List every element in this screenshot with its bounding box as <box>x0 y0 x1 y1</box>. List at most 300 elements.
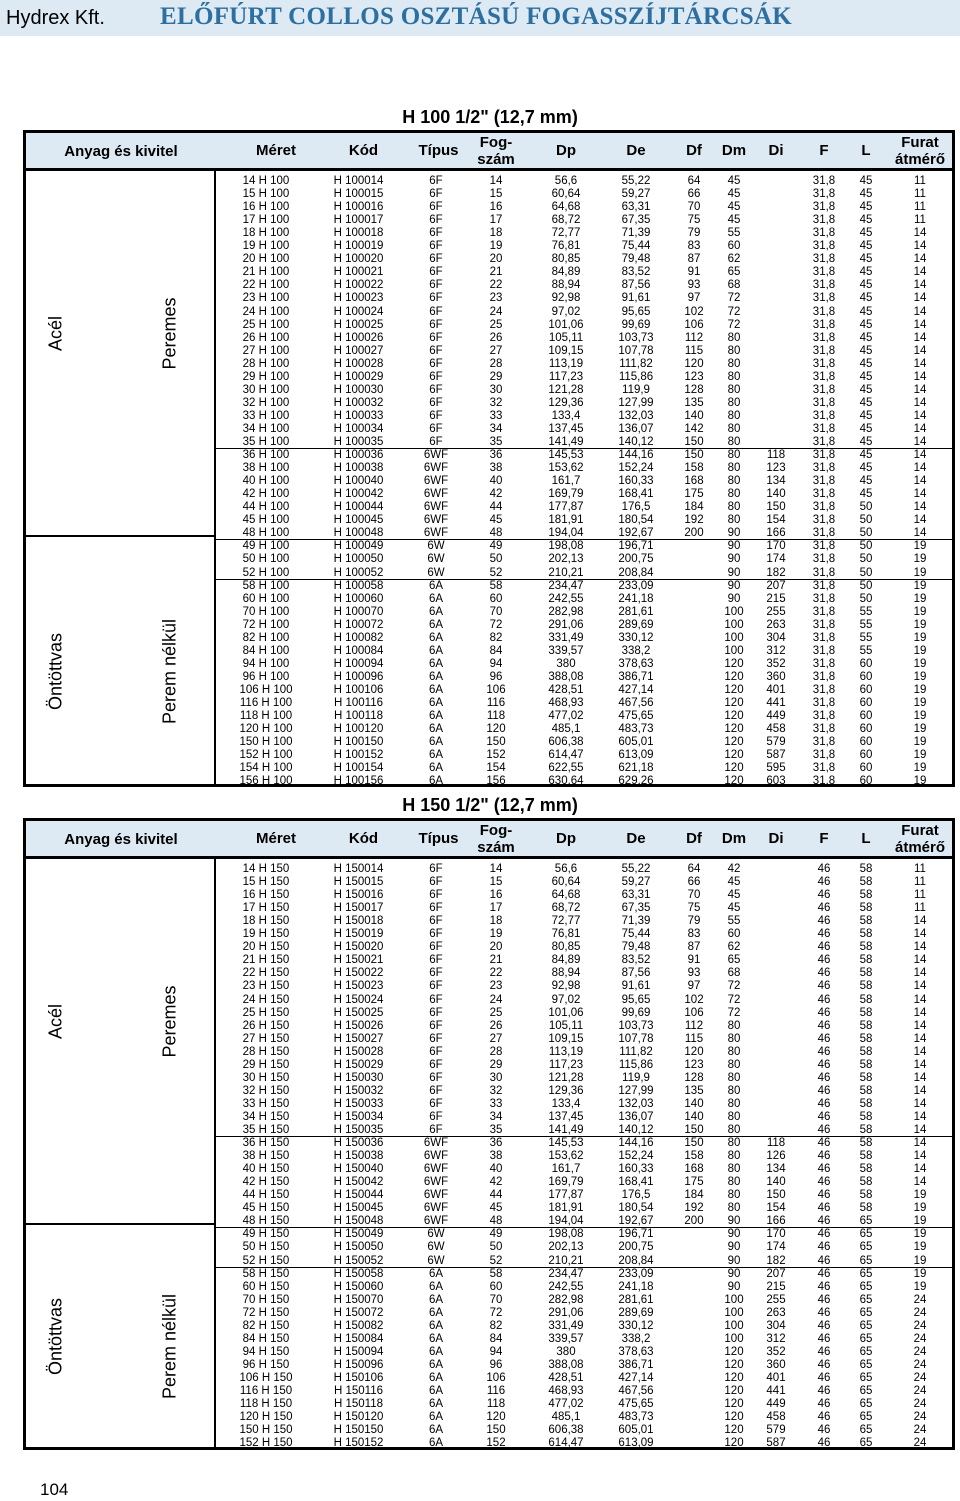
cell-l: 55 <box>859 644 873 657</box>
cell-tipus: 6F <box>429 331 443 344</box>
cell-l: 58 <box>859 889 873 902</box>
cell-dm: 80 <box>727 436 741 448</box>
cell-dp: 622,55 <box>548 762 584 775</box>
cell-fogszam: 118 <box>486 710 506 723</box>
cell-di: 150 <box>766 501 786 514</box>
cell-di: 401 <box>766 683 786 696</box>
table-row <box>216 527 952 540</box>
cell-meret: 120 H 100 <box>239 723 293 736</box>
cell-furat: 14 <box>913 514 927 527</box>
cell-dm: 120 <box>724 749 744 762</box>
cell-tipus: 6F <box>429 902 443 915</box>
cell-df: 70 <box>687 889 701 902</box>
cell-dp: 153,62 <box>548 1150 584 1163</box>
cell-fogszam: 23 <box>489 292 503 305</box>
cell-f: 46 <box>817 1019 831 1032</box>
cell-fogszam: 38 <box>489 1150 503 1163</box>
table-row <box>216 580 952 593</box>
cell-meret: 156 H 100 <box>239 775 293 788</box>
cell-furat: 24 <box>913 1358 927 1371</box>
cell-furat: 11 <box>914 889 926 902</box>
cell-meret: 35 H 100 <box>242 436 290 448</box>
document-title: ELŐFÚRT COLLOS OSZTÁSÚ FOGASSZÍJTÁRCSÁK <box>160 3 793 30</box>
table-row <box>216 1241 952 1254</box>
cell-df: 79 <box>687 915 701 928</box>
cell-df: 97 <box>687 292 701 305</box>
cell-meret: 27 H 100 <box>242 344 290 357</box>
cell-meret: 25 H 150 <box>242 1006 290 1019</box>
cell-de: 338,2 <box>621 644 651 657</box>
cell-tipus: 6A <box>428 605 444 618</box>
cell-dp: 92,98 <box>551 292 581 305</box>
cell-fogszam: 84 <box>489 644 503 657</box>
cell-de: 483,73 <box>618 1411 654 1424</box>
col-fogszam: Fog- szám <box>477 134 515 168</box>
cell-de: 281,61 <box>618 1293 654 1306</box>
cell-meret: 94 H 150 <box>242 1345 290 1358</box>
cell-tipus: 6W <box>427 540 445 553</box>
cell-fogszam: 152 <box>486 749 506 762</box>
cell-fogszam: 35 <box>489 1124 503 1136</box>
cell-f: 31,8 <box>812 540 836 553</box>
cell-df: 128 <box>684 383 704 396</box>
cell-kod: H 100016 <box>333 201 384 214</box>
col-di: Di <box>768 830 784 847</box>
cell-f: 46 <box>817 993 831 1006</box>
cell-dm: 100 <box>724 1293 744 1306</box>
cell-fogszam: 48 <box>489 527 503 540</box>
cell-kod: H 150120 <box>333 1411 384 1424</box>
cell-dp: 101,06 <box>548 318 584 331</box>
cell-l: 58 <box>859 1150 873 1163</box>
cell-meret: 152 H 150 <box>239 1437 293 1450</box>
cell-meret: 36 H 100 <box>242 449 290 462</box>
cell-dp: 282,98 <box>548 1293 584 1306</box>
col-dp: Dp <box>556 830 576 847</box>
cell-l: 45 <box>859 253 873 266</box>
cell-tipus: 6WF <box>423 1150 449 1163</box>
cell-dm: 90 <box>727 592 741 605</box>
cell-de: 289,69 <box>618 618 654 631</box>
cell-tipus: 6F <box>429 1045 443 1058</box>
group-separator <box>216 1136 952 1137</box>
cell-dm: 90 <box>727 566 741 579</box>
cell-f: 46 <box>817 1280 831 1293</box>
cell-df: 135 <box>684 1084 704 1097</box>
cell-meret: 116 H 150 <box>239 1385 293 1397</box>
cell-df: 120 <box>684 1045 704 1058</box>
cell-l: 58 <box>859 1124 873 1136</box>
table-row <box>216 967 952 980</box>
cell-f: 46 <box>817 1150 831 1163</box>
cell-df: 66 <box>687 188 701 201</box>
cell-de: 91,61 <box>621 980 651 993</box>
cell-dp: 177,87 <box>548 501 584 514</box>
cell-meret: 35 H 150 <box>242 1124 290 1136</box>
table-row <box>216 1020 952 1033</box>
cell-kod: H 150050 <box>333 1241 384 1254</box>
table-row <box>216 306 952 319</box>
cell-dp: 137,45 <box>548 1110 584 1123</box>
cell-furat: 19 <box>913 1254 927 1267</box>
cell-kod: H 100070 <box>333 605 384 618</box>
cell-furat: 14 <box>913 462 927 475</box>
cell-fogszam: 50 <box>489 553 503 566</box>
cell-df: 102 <box>684 305 704 318</box>
cell-meret: 150 H 100 <box>239 736 293 749</box>
cell-furat: 14 <box>913 253 927 266</box>
cell-dm: 45 <box>727 876 741 889</box>
cell-f: 46 <box>817 1110 831 1123</box>
cell-furat: 14 <box>913 436 927 448</box>
table-row <box>216 954 952 967</box>
cell-fogszam: 23 <box>489 980 503 993</box>
cell-fogszam: 72 <box>489 618 503 631</box>
cell-furat: 14 <box>913 292 927 305</box>
cell-df: 83 <box>687 928 701 941</box>
cell-df: 168 <box>684 1163 704 1176</box>
cell-de: 119,9 <box>622 1071 650 1084</box>
cell-di: 255 <box>766 1293 786 1306</box>
cell-meret: 106 H 150 <box>239 1371 293 1384</box>
cell-dp: 161,7 <box>551 475 581 488</box>
cell-de: 386,71 <box>618 670 654 683</box>
cell-furat: 19 <box>913 1189 927 1202</box>
cell-f: 46 <box>817 941 831 954</box>
cell-fogszam: 152 <box>486 1437 506 1450</box>
cell-de: 140,12 <box>618 1124 654 1136</box>
cell-kod: H 100014 <box>333 175 384 187</box>
cell-dp: 210,21 <box>548 566 584 579</box>
cell-dm: 45 <box>727 902 741 915</box>
cell-l: 58 <box>859 1058 873 1071</box>
cell-f: 46 <box>817 915 831 928</box>
cell-dp: 194,04 <box>548 527 584 540</box>
cell-tipus: 6F <box>429 967 443 980</box>
cell-kod: H 150034 <box>333 1110 384 1123</box>
cell-dp: 60,64 <box>551 188 581 201</box>
cell-de: 338,2 <box>621 1332 651 1345</box>
cell-l: 45 <box>859 331 873 344</box>
cell-tipus: 6WF <box>423 1137 449 1150</box>
cell-kod: H 150024 <box>333 993 384 1006</box>
cell-meret: 18 H 150 <box>242 915 290 928</box>
cell-di: 449 <box>766 1398 786 1411</box>
cell-kod: H 100038 <box>333 462 384 475</box>
table-row <box>216 266 952 279</box>
cell-tipus: 6A <box>428 657 444 670</box>
cell-f: 31,8 <box>812 631 836 644</box>
cell-meret: 28 H 100 <box>242 357 290 370</box>
label-peremes: Peremes <box>159 297 180 370</box>
cell-di: 304 <box>766 1319 786 1332</box>
cell-meret: 30 H 100 <box>242 383 290 396</box>
table-row <box>216 1281 952 1294</box>
cell-tipus: 6A <box>428 1319 444 1332</box>
cell-df: 66 <box>687 876 701 889</box>
cell-f: 31,8 <box>812 370 836 383</box>
col-furat: Furat átmérő <box>894 822 946 856</box>
cell-dm: 120 <box>724 736 744 749</box>
cell-dm: 62 <box>727 941 741 954</box>
cell-dp: 88,94 <box>551 279 581 292</box>
cell-fogszam: 106 <box>486 683 506 696</box>
cell-furat: 14 <box>913 993 927 1006</box>
col-furat: Furat átmérő <box>894 134 946 168</box>
cell-di: 579 <box>766 736 786 749</box>
table-row <box>216 1228 952 1241</box>
cell-fogszam: 94 <box>489 1345 503 1358</box>
cell-fogszam: 82 <box>489 631 503 644</box>
cell-fogszam: 52 <box>489 1254 503 1267</box>
group-separator <box>216 579 952 580</box>
cell-dp: 380 <box>556 1345 576 1358</box>
cell-dp: 194,04 <box>548 1215 584 1228</box>
cell-df: 64 <box>687 863 701 875</box>
table-row <box>216 736 952 749</box>
table-row <box>216 358 952 371</box>
cell-tipus: 6F <box>429 1006 443 1019</box>
cell-meret: 96 H 100 <box>242 670 290 683</box>
cell-di: 126 <box>766 1150 786 1163</box>
cell-dm: 80 <box>727 331 741 344</box>
table-header <box>26 133 952 171</box>
cell-fogszam: 28 <box>489 357 503 370</box>
cell-fogszam: 40 <box>489 1163 503 1176</box>
cell-df: 106 <box>684 1006 704 1019</box>
cell-furat: 24 <box>913 1306 927 1319</box>
cell-dp: 169,79 <box>548 1176 584 1189</box>
cell-dm: 80 <box>727 1097 741 1110</box>
cell-dm: 45 <box>727 889 741 902</box>
cell-dm: 120 <box>724 762 744 775</box>
cell-tipus: 6F <box>429 1124 443 1136</box>
cell-fogszam: 118 <box>486 1398 506 1411</box>
cell-dp: 137,45 <box>548 422 584 435</box>
cell-dm: 80 <box>727 1202 741 1215</box>
cell-l: 45 <box>859 266 873 279</box>
cell-tipus: 6F <box>429 876 443 889</box>
cell-de: 613,09 <box>618 749 654 762</box>
cell-f: 31,8 <box>812 188 836 201</box>
table-row <box>216 671 952 684</box>
cell-furat: 14 <box>913 1124 927 1136</box>
cell-fogszam: 17 <box>489 902 503 915</box>
cell-df: 150 <box>684 449 704 462</box>
table-row <box>216 762 952 775</box>
cell-furat: 14 <box>913 915 927 928</box>
cell-f: 31,8 <box>812 175 836 187</box>
cell-tipus: 6F <box>429 1032 443 1045</box>
cell-kod: H 100036 <box>333 449 384 462</box>
cell-fogszam: 70 <box>489 1293 503 1306</box>
cell-de: 467,56 <box>618 1385 654 1397</box>
cell-tipus: 6F <box>429 928 443 941</box>
col-dm: Dm <box>721 830 747 847</box>
cell-fogszam: 17 <box>489 214 503 227</box>
cell-dp: 477,02 <box>548 710 584 723</box>
col-l: L <box>861 142 871 159</box>
table-row <box>216 292 952 305</box>
cell-f: 31,8 <box>812 318 836 331</box>
cell-l: 60 <box>859 697 873 709</box>
cell-dm: 80 <box>727 357 741 370</box>
cell-tipus: 6F <box>429 1110 443 1123</box>
cell-meret: 40 H 100 <box>242 475 290 488</box>
cell-dm: 80 <box>727 514 741 527</box>
cell-de: 467,56 <box>618 697 654 709</box>
cell-fogszam: 30 <box>489 383 503 396</box>
table-row <box>216 1359 952 1372</box>
cell-tipus: 6A <box>428 723 444 736</box>
cell-dp: 109,15 <box>548 344 584 357</box>
cell-furat: 19 <box>913 749 927 762</box>
cell-dm: 90 <box>727 1254 741 1267</box>
cell-meret: 32 H 150 <box>242 1084 290 1097</box>
cell-furat: 19 <box>913 618 927 631</box>
cell-kod: H 100024 <box>333 305 384 318</box>
cell-de: 79,48 <box>621 941 651 954</box>
cell-meret: 49 H 150 <box>242 1228 290 1241</box>
cell-f: 46 <box>817 863 831 875</box>
cell-fogszam: 58 <box>489 1267 503 1280</box>
cell-l: 65 <box>859 1411 873 1424</box>
cell-kod: H 150018 <box>333 915 384 928</box>
cell-dp: 145,53 <box>548 1137 584 1150</box>
cell-de: 63,31 <box>621 201 651 214</box>
cell-di: 118 <box>766 449 786 462</box>
cell-tipus: 6A <box>428 749 444 762</box>
cell-dp: 68,72 <box>551 214 581 227</box>
cell-f: 46 <box>817 1071 831 1084</box>
col-di: Di <box>768 142 784 159</box>
cell-tipus: 6F <box>429 1058 443 1071</box>
cell-di: 207 <box>766 579 786 592</box>
cell-l: 60 <box>859 749 873 762</box>
cell-fogszam: 60 <box>489 1280 503 1293</box>
cell-dm: 72 <box>727 1006 741 1019</box>
cell-furat: 14 <box>913 980 927 993</box>
cell-meret: 28 H 150 <box>242 1045 290 1058</box>
cell-tipus: 6A <box>428 1267 444 1280</box>
cell-de: 99,69 <box>621 318 651 331</box>
cell-f: 46 <box>817 1437 831 1450</box>
table-row <box>216 1046 952 1059</box>
cell-dm: 80 <box>727 1150 741 1163</box>
cell-tipus: 6F <box>429 409 443 422</box>
cell-di: 255 <box>766 605 786 618</box>
cell-dp: 242,55 <box>548 1280 584 1293</box>
cell-fogszam: 116 <box>486 697 506 709</box>
cell-kod: H 100034 <box>333 422 384 435</box>
cell-dp: 485,1 <box>551 723 581 736</box>
cell-fogszam: 116 <box>486 1385 506 1397</box>
group-separator <box>216 539 952 540</box>
table-row <box>216 1294 952 1307</box>
cell-tipus: 6F <box>429 318 443 331</box>
cell-furat: 24 <box>913 1345 927 1358</box>
cell-tipus: 6WF <box>423 1215 449 1228</box>
cell-dm: 120 <box>724 683 744 696</box>
cell-meret: 16 H 100 <box>242 201 290 214</box>
cell-furat: 14 <box>913 928 927 941</box>
cell-dm: 42 <box>727 863 741 875</box>
cell-f: 31,8 <box>812 214 836 227</box>
cell-l: 45 <box>859 240 873 253</box>
cell-fogszam: 22 <box>489 279 503 292</box>
cell-fogszam: 24 <box>489 305 503 318</box>
cell-meret: 38 H 150 <box>242 1150 290 1163</box>
cell-f: 46 <box>817 1306 831 1319</box>
cell-furat: 19 <box>913 631 927 644</box>
cell-f: 31,8 <box>812 436 836 448</box>
cell-di: 215 <box>766 592 786 605</box>
table-row <box>216 227 952 240</box>
cell-l: 45 <box>859 344 873 357</box>
table-row <box>216 1150 952 1163</box>
cell-meret: 18 H 100 <box>242 227 290 240</box>
cell-kod: H 100156 <box>333 775 384 788</box>
cell-de: 115,86 <box>618 370 654 383</box>
cell-fogszam: 96 <box>489 1358 503 1371</box>
table-row <box>216 980 952 993</box>
cell-tipus: 6W <box>427 553 445 566</box>
cell-furat: 19 <box>913 697 927 709</box>
cell-furat: 19 <box>913 710 927 723</box>
cell-de: 152,24 <box>618 462 654 475</box>
col-meret: Méret <box>255 142 296 159</box>
cell-dm: 80 <box>727 501 741 514</box>
cell-meret: 22 H 100 <box>242 279 290 292</box>
label-peremes: Peremes <box>159 985 180 1058</box>
cell-dp: 198,08 <box>548 1228 584 1241</box>
cell-meret: 44 H 100 <box>242 501 290 514</box>
cell-f: 31,8 <box>812 227 836 240</box>
cell-de: 160,33 <box>618 475 654 488</box>
cell-kod: H 100028 <box>333 357 384 370</box>
cell-de: 386,71 <box>618 1358 654 1371</box>
cell-f: 31,8 <box>812 488 836 501</box>
cell-dm: 100 <box>724 1319 744 1332</box>
cell-f: 46 <box>817 1215 831 1228</box>
cell-de: 83,52 <box>621 954 651 967</box>
cell-furat: 19 <box>913 683 927 696</box>
cell-de: 192,67 <box>618 527 654 540</box>
cell-furat: 19 <box>913 775 927 788</box>
cell-f: 31,8 <box>812 344 836 357</box>
col-fogszam: Fog- szám <box>477 822 515 856</box>
cell-dm: 80 <box>727 422 741 435</box>
cell-df: 91 <box>687 266 701 279</box>
cell-di: 134 <box>766 475 786 488</box>
cell-furat: 19 <box>913 657 927 670</box>
cell-furat: 24 <box>913 1398 927 1411</box>
cell-de: 59,27 <box>621 188 651 201</box>
cell-dm: 45 <box>727 214 741 227</box>
cell-di: 182 <box>766 566 786 579</box>
cell-furat: 19 <box>913 670 927 683</box>
cell-tipus: 6A <box>428 1424 444 1437</box>
cell-dp: 331,49 <box>548 1319 584 1332</box>
cell-kod: H 150021 <box>333 954 384 967</box>
cell-fogszam: 36 <box>489 449 503 462</box>
cell-df: 112 <box>684 1019 704 1032</box>
cell-kod: H 100025 <box>333 318 384 331</box>
cell-l: 45 <box>859 422 873 435</box>
cell-kod: H 100017 <box>333 214 384 227</box>
label-ontottvas: Öntöttvas <box>45 632 66 711</box>
cell-dp: 380 <box>556 657 576 670</box>
